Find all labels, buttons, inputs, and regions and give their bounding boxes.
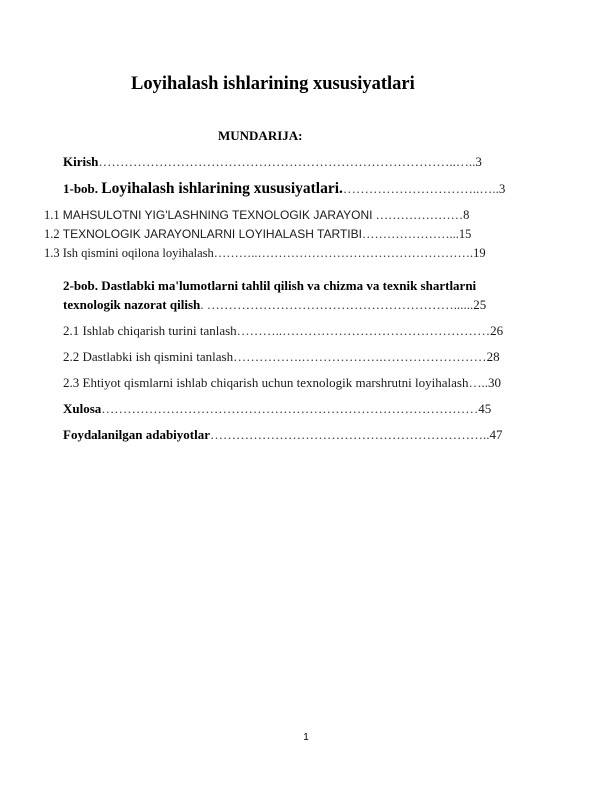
toc-entry-prefix: 1-bob. — [63, 181, 99, 196]
toc-page-number: 26 — [490, 323, 504, 338]
toc-entry-prefix: 2-bob. — [63, 278, 99, 293]
toc-entry-1-2 — [44, 227, 471, 242]
toc-entry-label: 2.1 Ishlab chiqarish turini tanlash — [63, 323, 237, 338]
toc-page-number: 3 — [475, 154, 482, 169]
toc-entry-label: Kirish — [63, 154, 99, 169]
toc-entry-2-1 — [63, 323, 503, 339]
toc-leader-dots: …………….……………….…………………… — [233, 349, 487, 364]
toc-entry-label-line1: Dastlabki ma'lumotlarni tahlil qilish va chizma va texnik shartlarni — [101, 278, 477, 293]
toc-leader-dots: ……………………………………………………….. — [210, 427, 490, 442]
document-title: Loyihalash ishlarining xususiyatlari — [131, 74, 415, 94]
toc-leader-dots: ………………………………………………………………………..….. — [98, 154, 476, 169]
toc-entry-1-3 — [44, 246, 486, 261]
toc-leader-dots: . …………………………………………………...... — [200, 297, 474, 312]
toc-heading: MUNDARIJA: — [218, 128, 303, 143]
toc-entry-label: TEXNOLOGIK JARAYONLARNI LOYIHALASH TARTIBI — [62, 227, 362, 241]
toc-entry-number: 1.2 — [44, 227, 60, 241]
toc-leader-dots: ………..………………………………………… — [236, 323, 491, 338]
toc-leader-dots: …………………………..….. — [342, 181, 499, 196]
toc-entry-kirish — [63, 154, 482, 170]
toc-leader-dots: ………..…………………………………………… — [213, 246, 471, 260]
toc-page-number: 3 — [498, 181, 506, 196]
toc-page-number: 30 — [487, 375, 501, 390]
toc-entry-chapter-2 — [63, 278, 476, 294]
toc-leader-dots: ………………… — [372, 208, 464, 222]
toc-entry-2-3 — [63, 375, 501, 391]
toc-entry-number: 1.1 — [44, 208, 60, 222]
toc-entry-label: Foydalanilgan adabiyotlar — [63, 427, 210, 442]
toc-entry-number: 1.3 — [44, 246, 60, 260]
toc-page-number: 8 — [463, 208, 470, 222]
toc-entry-2-2 — [63, 349, 500, 365]
toc-entry-label: MAHSULOTNI YIG'LASHNING TEXNOLOGIK JARAYONI — [62, 208, 373, 222]
toc-entry-xulosa — [63, 401, 491, 417]
toc-page-number: 25 — [473, 297, 487, 312]
toc-page-number: 47 — [489, 427, 503, 442]
toc-entry-references — [63, 427, 503, 443]
toc-leader-dots: …………………... — [361, 227, 459, 241]
toc-entry-label: 2.2 Dastlabki ish qismini tanlash — [63, 349, 234, 364]
toc-entry-1-1 — [44, 208, 469, 223]
toc-leader-dots: …………………………………………………………………………… — [101, 401, 479, 416]
toc-entry-label: Ish qismini oqilona loyihalash — [62, 246, 214, 260]
toc-page-number: 28 — [486, 349, 500, 364]
toc-leader-dots: ….. — [468, 375, 488, 390]
toc-entry-label: Xulosa — [63, 401, 102, 416]
toc-page-number: .19 — [470, 246, 486, 260]
toc-entry-label-line2: texnologik nazorat qilish — [63, 297, 201, 312]
toc-page-number: 15 — [458, 227, 472, 241]
toc-entry-chapter-1 — [63, 180, 505, 198]
toc-entry-chapter-2-cont — [63, 297, 486, 313]
toc-entry-label: 2.3 Ehtiyot qismlarni ishlab chiqarish uchun texnologik marshrutni loyihalash — [63, 375, 469, 390]
page-number-footer: 1 — [303, 732, 309, 743]
toc-entry-label: Loyihalash ishlarining xususiyatlari. — [101, 180, 343, 197]
toc-page-number: 45 — [478, 401, 492, 416]
